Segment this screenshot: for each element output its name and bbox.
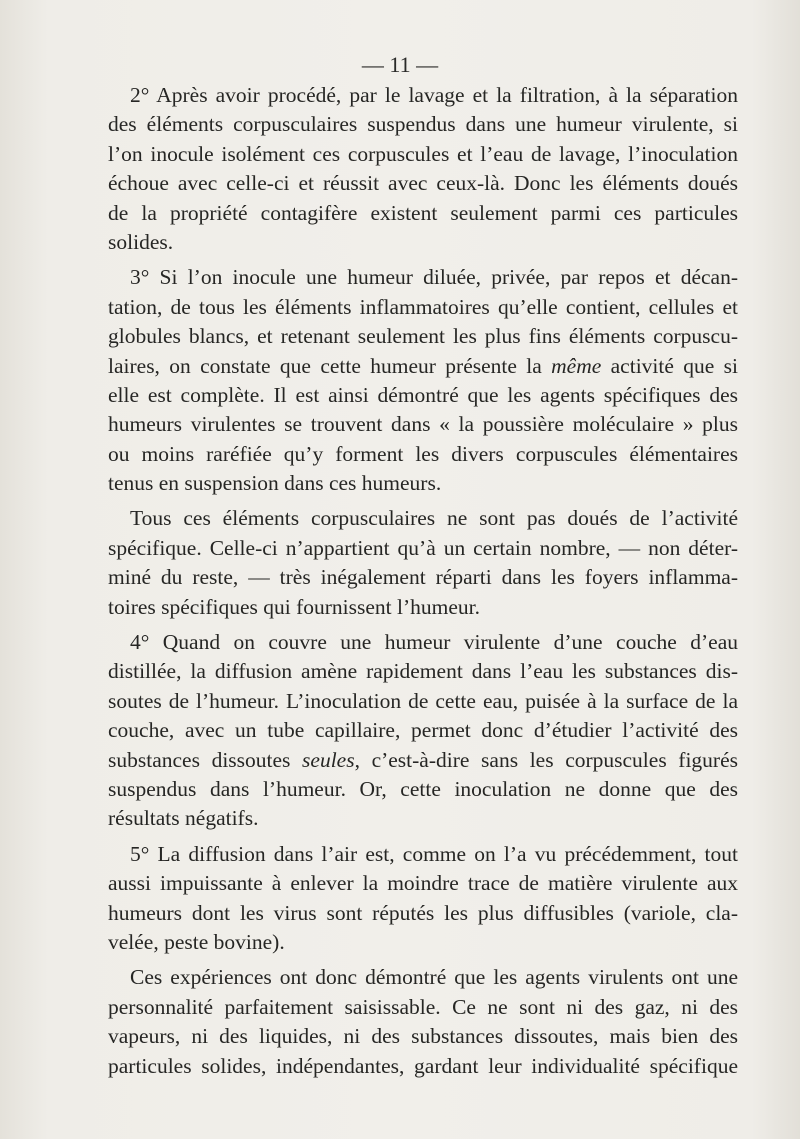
text-line: personnalité parfaitement saisissable. Ce ne sont ni des gaz, ni des (108, 994, 738, 1019)
text-line: elle est complète. Il est ainsi démontré que les agents spécifiques des (108, 382, 738, 407)
text-line: miné du reste, — très inégalement réparti dans les foyers inflamma- (108, 565, 738, 590)
text-line: échoue avec celle-ci et réussit avec ceux-là. Donc les éléments doués (108, 171, 738, 196)
text-line: velée, peste bovine). (108, 929, 285, 954)
text-line: particules solides, indépendantes, gardant leur individualité spécifique (108, 1053, 738, 1078)
text-line: des éléments corpusculaires suspendus dans une humeur virulente, si (108, 112, 738, 137)
text-line: tenus en suspension dans ces humeurs. (108, 471, 442, 496)
text-line: solides. (108, 229, 174, 254)
text-line: vapeurs, ni des liquides, ni des substances dissoutes, mais bien des (108, 1024, 738, 1049)
text-line: distillée, la diffusion amène rapidement dans l’eau les substances dis- (108, 659, 738, 684)
text-line: 4° Quand on couvre une humeur virulente d’une couche d’eau (130, 630, 738, 655)
text-line: de la propriété contagifère existent seulement parmi ces particules (108, 200, 738, 225)
text-line: 3° Si l’on inocule une humeur diluée, privée, par repos et décan- (130, 265, 738, 290)
text-line: spécifique. Celle-ci n’appartient qu’à un certain nombre, — non déter- (108, 535, 738, 560)
text-line: humeurs dont les virus sont réputés les plus diffusibles (variole, cla- (108, 900, 738, 925)
body-text (108, 81, 738, 1081)
text-line: résultats négatifs. (108, 806, 259, 831)
text-line: 5° La diffusion dans l’air est, comme on l’a vu précédemment, tout (130, 841, 738, 866)
text-line: humeurs virulentes se trouvent dans « la poussière moléculaire » plus (108, 412, 738, 437)
text-line: laires, on constate que cette humeur présente la même activité que si (108, 353, 738, 378)
text-line: toires spécifiques qui fournissent l’humeur. (108, 594, 480, 619)
text-line: 2° Après avoir procédé, par le lavage et la filtration, à la séparation (130, 83, 738, 107)
page-number: — 11 — (361, 52, 439, 77)
text-line: aussi impuissante à enlever la moindre trace de matière virulente aux (108, 871, 738, 896)
text-line: substances dissoutes seules, c’est-à-dire sans les corpuscules figurés (108, 747, 739, 772)
text-line: soutes de l’humeur. L’inoculation de cette eau, puisée à la surface de la (108, 688, 738, 713)
text-line: globules blancs, et retenant seulement les plus fins éléments corpuscu- (108, 324, 738, 349)
text-line: suspendus dans l’humeur. Or, cette inoculation ne donne que des (108, 776, 738, 801)
text-line: ou moins raréfiée qu’y forment les divers corpuscules élémentaires (108, 441, 738, 466)
text-line: couche, avec un tube capillaire, permet donc d’étudier l’activité des (108, 718, 738, 743)
text-line: l’on inocule isolément ces corpuscules et l’eau de lavage, l’inoculation (108, 141, 738, 166)
text-line: Ces expériences ont donc démontré que les agents virulents ont une (130, 965, 738, 990)
text-line: tation, de tous les éléments inflammatoires qu’elle contient, cellules et (108, 294, 738, 319)
text-line: Tous ces éléments corpusculaires ne sont pas doués de l’activité (130, 506, 738, 531)
